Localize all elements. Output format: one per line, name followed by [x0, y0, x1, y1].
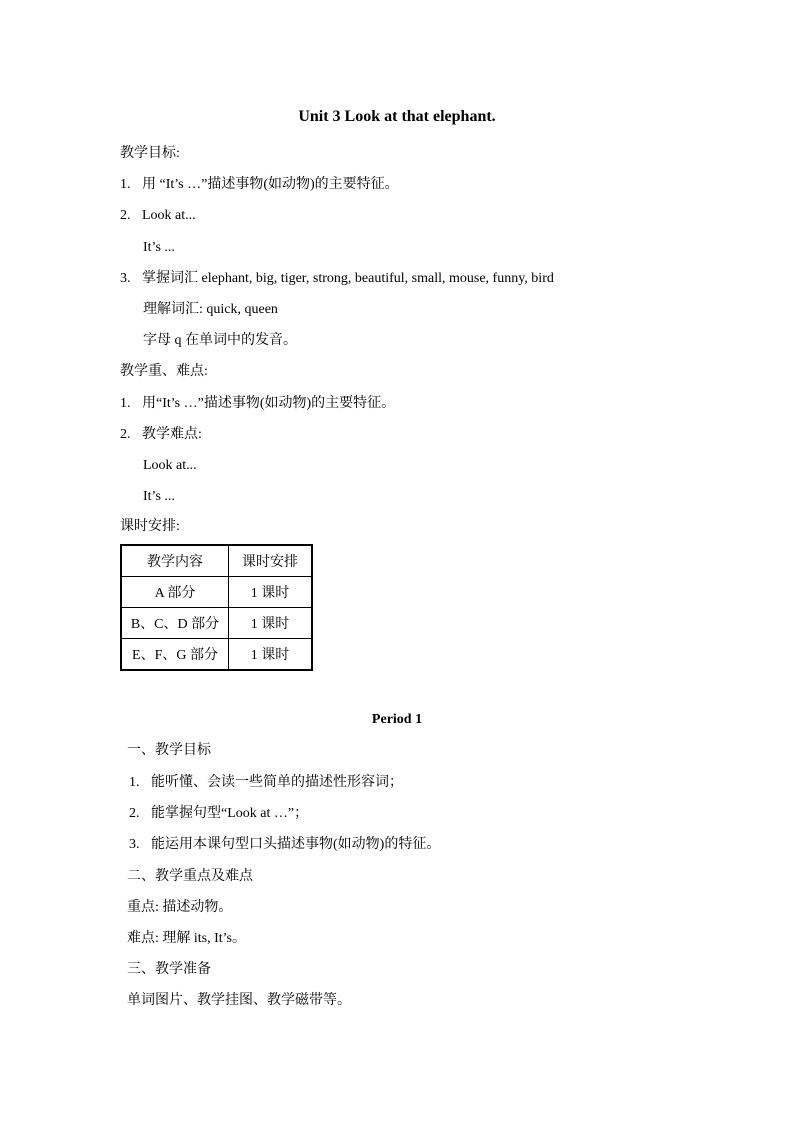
table-cell: E、F、G 部分	[121, 639, 229, 671]
item-number: 3.	[129, 837, 140, 852]
preparation-line: 单词图片、教学挂图、教学磁带等。	[127, 993, 351, 1008]
table-cell: 1 课时	[229, 577, 313, 608]
item-text: 教学难点:	[142, 427, 202, 442]
period-objective-item	[129, 835, 440, 855]
objective-subline: It’s ...	[143, 240, 175, 255]
table-row	[121, 608, 312, 639]
objective-item	[120, 175, 399, 195]
section-heading: 三、教学准备	[127, 962, 211, 977]
item-text: 能听懂、会读一些简单的描述性形容词；	[151, 775, 403, 790]
table-cell: 1 课时	[229, 608, 313, 639]
key-point-item	[120, 425, 202, 445]
objective-subline: 字母 q 在单词中的发音。	[143, 333, 297, 348]
table-header-cell: 课时安排	[229, 545, 313, 577]
key-point-item	[120, 394, 395, 414]
objectives-heading: 教学目标:	[120, 146, 180, 161]
difficulty-line: 难点: 理解 its, It’s。	[127, 931, 247, 946]
table-row	[121, 577, 312, 608]
objective-item	[120, 269, 554, 289]
document-title: Unit 3 Look at that elephant.	[298, 108, 496, 125]
table-cell: A 部分	[121, 577, 229, 608]
period-objective-item	[129, 804, 308, 824]
key-point-subline: Look at...	[143, 458, 197, 473]
objective-item	[120, 206, 196, 226]
item-number: 1.	[129, 775, 140, 790]
objective-subline: 理解词汇: quick, queen	[143, 302, 278, 317]
item-text: 用“It’s …”描述事物(如动物)的主要特征。	[142, 396, 396, 411]
schedule-heading: 课时安排:	[120, 519, 180, 534]
item-number: 1.	[120, 396, 131, 411]
item-number: 3.	[120, 271, 131, 286]
table-cell: 1 课时	[229, 639, 313, 671]
table-row	[121, 639, 312, 671]
item-text: 用 “It’s …”描述事物(如动物)的主要特征。	[142, 177, 399, 192]
item-number: 2.	[120, 427, 131, 442]
focus-line: 重点: 描述动物。	[127, 900, 233, 915]
table-header-cell: 教学内容	[121, 545, 229, 577]
item-text: 掌握词汇 elephant, big, tiger, strong, beautiful, small, mouse, funny, bird	[142, 271, 554, 286]
period-objective-item	[129, 773, 403, 793]
period-title: Period 1	[371, 712, 423, 727]
item-text: 能掌握句型“Look at …”；	[151, 806, 309, 821]
section-heading: 一、教学目标	[127, 743, 211, 758]
item-number: 2.	[120, 208, 131, 223]
table-cell: B、C、D 部分	[121, 608, 229, 639]
item-text: Look at...	[142, 208, 196, 223]
item-number: 1.	[120, 177, 131, 192]
schedule-table	[120, 544, 313, 671]
item-number: 2.	[129, 806, 140, 821]
item-text: 能运用本课句型口头描述事物(如动物)的特征。	[151, 837, 441, 852]
key-points-heading: 教学重、难点:	[120, 364, 208, 379]
key-point-subline: It’s ...	[143, 489, 175, 504]
section-heading: 二、教学重点及难点	[127, 869, 253, 884]
table-header-row	[121, 545, 312, 577]
